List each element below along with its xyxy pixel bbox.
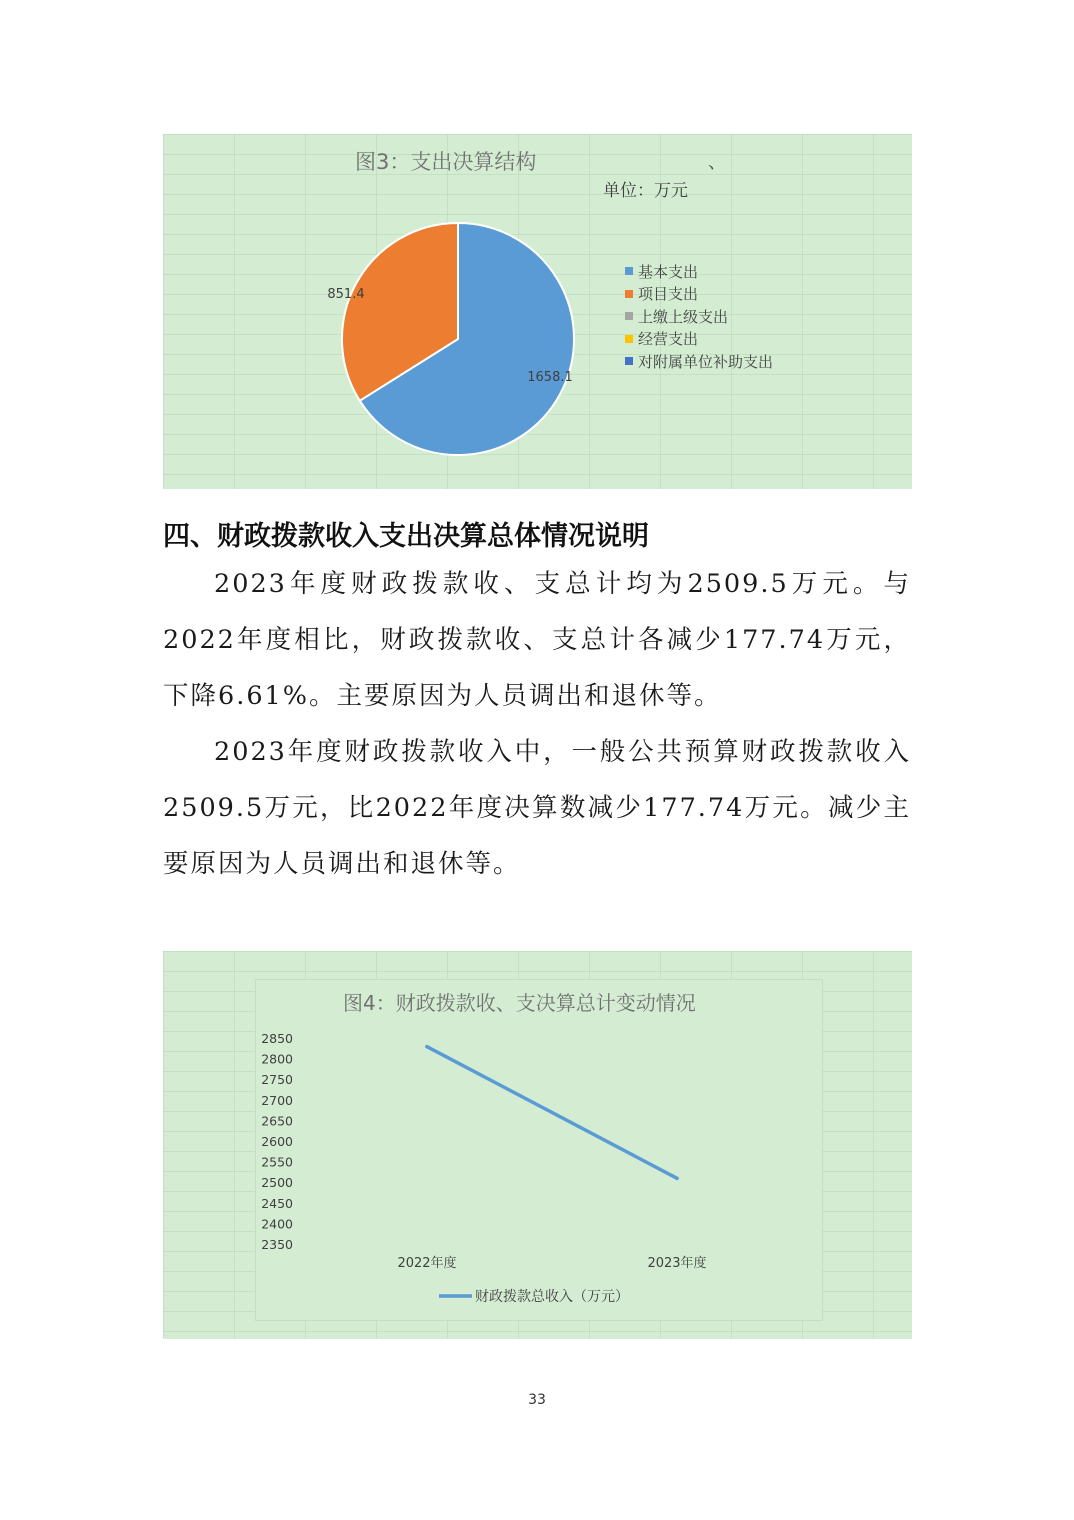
chart-title: 图3：支出决算结构: [355, 150, 537, 174]
section-heading: 四、财政拨款收入支出决算总体情况说明: [163, 521, 649, 552]
legend-swatch: [625, 335, 633, 343]
chart-title: 图4：财政拨款收、支决算总计变动情况: [343, 991, 696, 1015]
legend-label: 对附属单位补助支出: [638, 352, 774, 371]
y-tick-label: 2800: [261, 1051, 293, 1067]
pie-data-label-0: 1658.1: [527, 370, 573, 385]
chart-title-mark: 、: [708, 152, 726, 173]
y-tick-label: 2500: [261, 1175, 293, 1191]
page-number: 33: [528, 1392, 546, 1408]
y-tick-label: 2450: [261, 1195, 293, 1211]
y-tick-label: 2700: [261, 1092, 293, 1108]
legend-label: 财政拨款总收入（万元）: [475, 1289, 629, 1305]
legend-item-3: [625, 328, 773, 351]
series-point: [425, 1045, 429, 1049]
pie-legend: [625, 260, 773, 373]
series-line-0: [427, 1047, 677, 1179]
y-tick-label: 2750: [261, 1072, 293, 1088]
legend-item-1: [625, 283, 773, 306]
legend-label: 基本支出: [638, 262, 699, 281]
expenditure-structure-chart: [163, 134, 912, 489]
legend-swatch: [625, 290, 633, 298]
legend-item-0: [625, 260, 773, 283]
legend-swatch: [625, 312, 633, 320]
unit-label: 单位：万元: [603, 181, 688, 201]
y-tick-label: 2550: [261, 1154, 293, 1170]
legend-item-4: [625, 350, 773, 373]
y-tick-label: 2350: [261, 1237, 293, 1252]
paragraph-2: 2023年度财政拨款收入中，一般公共预算财政拨款收入2509.5万元，比2022年度决算数减少177.74万元。减少主要原因为人员调出和退休等。: [163, 737, 911, 879]
x-tick-label: 2022年度: [397, 1256, 457, 1271]
legend-swatch: [625, 357, 633, 365]
paragraph-1: 2023年度财政拨款收、支总计均为2509.5万元。与2022年度相比，财政拨款收、支总计各减少177.74万元，下降6.61%。主要原因为人员调出和退休等。: [163, 569, 911, 711]
y-tick-label: 2850: [261, 1031, 293, 1046]
x-tick-label: 2023年度: [647, 1256, 707, 1271]
pie-data-label-1: 851.4: [327, 287, 365, 302]
y-tick-label: 2650: [261, 1113, 293, 1129]
y-tick-label: 2400: [261, 1216, 293, 1232]
series-point: [675, 1176, 679, 1180]
legend-swatch: [625, 267, 633, 275]
legend-label: 项目支出: [638, 285, 699, 304]
legend-item-2: [625, 305, 773, 328]
pie-plot: [163, 134, 912, 489]
fiscal-total-trend-chart: [163, 951, 912, 1339]
legend-label: 上缴上级支出: [638, 307, 729, 326]
y-tick-label: 2600: [261, 1134, 293, 1149]
legend-label: 经营支出: [638, 330, 699, 349]
line-plot: [163, 951, 912, 1339]
